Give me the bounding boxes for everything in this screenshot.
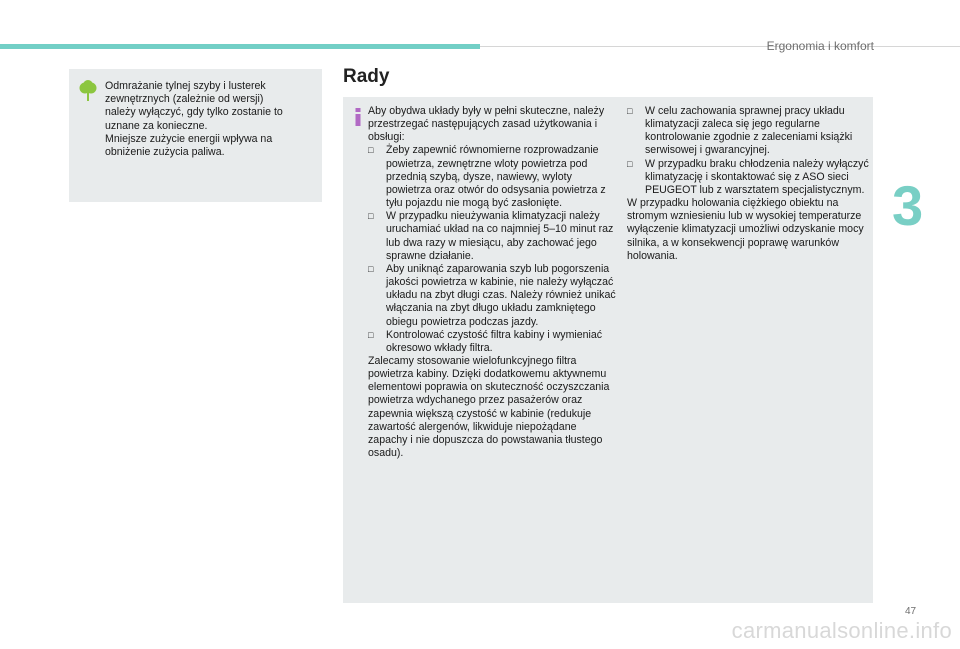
tip-bullet: □ W przypadku nieużywania klimatyzacji należy uruchamiać układ na co najmniej 5–10 minut raz lub dwa razy w miesiącu, aby zachować jego sprawne działanie. — [368, 210, 618, 263]
info-icon — [352, 108, 364, 126]
page-number: 47 — [905, 606, 917, 617]
tip-bullet: □ Żeby zapewnić równomierne rozprowadzanie powietrza, zewnętrzne wloty powietrza pod przednią szybą, dysze, nawiewy, wyloty powietrza oraz otwór do odsysania powietrza z tyłu pojazdu nie mogą być zasłonięte. — [368, 144, 618, 210]
tip-bullet: □ W celu zachowania sprawnej pracy układu klimatyzacji zaleca się jego regularne kontrolowanie zgodnie z zaleceniami książki serwisowej i gwarancyjnej. — [627, 105, 872, 158]
advice-heading: Rady — [343, 66, 390, 87]
tips-left-column — [368, 105, 618, 460]
header-rule — [480, 46, 960, 47]
tips-closing: Zalecamy stosowanie wielofunkcyjnego filtra powietrza kabiny. Dzięki dodatkowemu aktywnemu elementowi poprawia on skuteczność oczyszczania powietrza wdychanego przez pasażerów oraz zapewnia większą czystość w kabinie (redukuje zawartość alergenów, likwiduje niepożądane zapachy i nie dopuszcza do powstawania tłustego osadu). — [368, 354, 610, 460]
tip-bullet: □ W przypadku braku chłodzenia należy wyłączyć klimatyzację i skontaktować się z ASO sieci PEUGEOT lub z warsztatem specjalistycznym. — [627, 158, 872, 197]
eco-tree-icon — [78, 80, 98, 102]
header-accent-bar — [0, 44, 480, 49]
eco-note-text: Odmrażanie tylnej szyby i lusterek zewnętrznych (zależnie od wersji) należy wyłączyć, gdy tylko zostanie to uznane za konieczne. Mniejsze zużycie energii wpływa na obniżenie zużycia paliwa. — [105, 80, 283, 159]
tips-intro: Aby obydwa układy były w pełni skuteczne, należy przestrzegać następujących zasad użytkowania i obsługi: — [368, 105, 605, 144]
tip-bullet: □ Kontrolować czystość filtra kabiny i wymieniać okresowo wkłady filtra. — [368, 329, 618, 355]
section-title: Ergonomia i komfort — [766, 39, 874, 53]
chapter-number: 3 — [892, 174, 924, 237]
tips-right-column — [627, 105, 872, 263]
tip-bullet: □ Aby uniknąć zaparowania szyb lub pogorszenia jakości powietrza w kabinie, nie należy wyłączać układu na zbyt długi czas. Należy również unikać włączania na zbyt długo układu zamkniętego obiegu powietrza podczas jazdy. — [368, 263, 618, 329]
watermark: carmanualsonline.info — [731, 618, 952, 643]
towing-note: W przypadku holowania ciężkiego obiektu na stromym wzniesieniu lub w wysokiej temperaturze wyłączenie klimatyzacji umożliwi odzyskanie mocy silnika, a w konsekwencji poprawę warunków holowania. — [627, 197, 864, 262]
